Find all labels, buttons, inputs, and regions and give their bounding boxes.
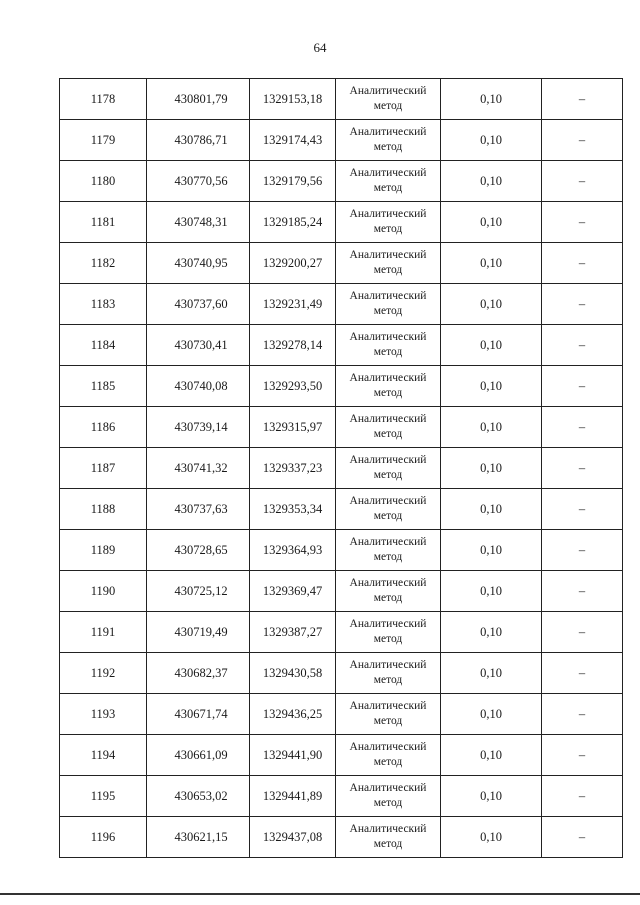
x-coordinate-cell: 430653,02 — [147, 776, 250, 817]
point-number-cell: 1184 — [60, 325, 147, 366]
point-number-cell: 1179 — [60, 120, 147, 161]
point-number-cell: 1194 — [60, 735, 147, 776]
point-number-cell: 1182 — [60, 243, 147, 284]
y-coordinate-cell: 1329153,18 — [250, 79, 336, 120]
table-row — [60, 612, 623, 653]
point-number-cell: 1185 — [60, 366, 147, 407]
description-cell: – — [542, 489, 623, 530]
description-cell: – — [542, 612, 623, 653]
point-number-cell: 1190 — [60, 571, 147, 612]
table-row — [60, 571, 623, 612]
method-cell: Аналитический метод — [336, 817, 441, 858]
description-cell: – — [542, 735, 623, 776]
accuracy-cell: 0,10 — [441, 120, 542, 161]
page-number: 64 — [313, 40, 327, 55]
x-coordinate-cell: 430737,63 — [147, 489, 250, 530]
table-row — [60, 284, 623, 325]
method-cell: Аналитический метод — [336, 653, 441, 694]
y-coordinate-cell: 1329430,58 — [250, 653, 336, 694]
coordinates-table — [59, 78, 623, 858]
method-cell: Аналитический метод — [336, 448, 441, 489]
description-cell: – — [542, 161, 623, 202]
description-cell: – — [542, 325, 623, 366]
x-coordinate-cell: 430748,31 — [147, 202, 250, 243]
description-cell: – — [542, 284, 623, 325]
x-coordinate-cell: 430671,74 — [147, 694, 250, 735]
method-cell: Аналитический метод — [336, 489, 441, 530]
x-coordinate-cell: 430730,41 — [147, 325, 250, 366]
y-coordinate-cell: 1329441,90 — [250, 735, 336, 776]
description-cell: – — [542, 653, 623, 694]
description-cell: – — [542, 530, 623, 571]
y-coordinate-cell: 1329179,56 — [250, 161, 336, 202]
table-row — [60, 776, 623, 817]
method-cell: Аналитический метод — [336, 776, 441, 817]
point-number-cell: 1178 — [60, 79, 147, 120]
x-coordinate-cell: 430728,65 — [147, 530, 250, 571]
coordinates-table-body — [60, 79, 623, 858]
y-coordinate-cell: 1329231,49 — [250, 284, 336, 325]
accuracy-cell: 0,10 — [441, 448, 542, 489]
accuracy-cell: 0,10 — [441, 161, 542, 202]
method-cell: Аналитический метод — [336, 161, 441, 202]
method-cell: Аналитический метод — [336, 243, 441, 284]
description-cell: – — [542, 776, 623, 817]
method-cell: Аналитический метод — [336, 612, 441, 653]
method-cell: Аналитический метод — [336, 407, 441, 448]
accuracy-cell: 0,10 — [441, 284, 542, 325]
x-coordinate-cell: 430661,09 — [147, 735, 250, 776]
x-coordinate-cell: 430719,49 — [147, 612, 250, 653]
y-coordinate-cell: 1329337,23 — [250, 448, 336, 489]
method-cell: Аналитический метод — [336, 571, 441, 612]
point-number-cell: 1196 — [60, 817, 147, 858]
y-coordinate-cell: 1329185,24 — [250, 202, 336, 243]
description-cell: – — [542, 243, 623, 284]
accuracy-cell: 0,10 — [441, 325, 542, 366]
table-row — [60, 489, 623, 530]
y-coordinate-cell: 1329364,93 — [250, 530, 336, 571]
y-coordinate-cell: 1329200,27 — [250, 243, 336, 284]
point-number-cell: 1183 — [60, 284, 147, 325]
x-coordinate-cell: 430621,15 — [147, 817, 250, 858]
table-row — [60, 366, 623, 407]
method-cell: Аналитический метод — [336, 325, 441, 366]
accuracy-cell: 0,10 — [441, 366, 542, 407]
page-bottom-rule — [0, 893, 640, 895]
y-coordinate-cell: 1329315,97 — [250, 407, 336, 448]
method-cell: Аналитический метод — [336, 120, 441, 161]
table-row — [60, 448, 623, 489]
point-number-cell: 1186 — [60, 407, 147, 448]
description-cell: – — [542, 817, 623, 858]
x-coordinate-cell: 430739,14 — [147, 407, 250, 448]
description-cell: – — [542, 571, 623, 612]
table-row — [60, 325, 623, 366]
table-row — [60, 79, 623, 120]
y-coordinate-cell: 1329278,14 — [250, 325, 336, 366]
x-coordinate-cell: 430740,95 — [147, 243, 250, 284]
table-row — [60, 161, 623, 202]
table-row — [60, 653, 623, 694]
description-cell: – — [542, 366, 623, 407]
accuracy-cell: 0,10 — [441, 735, 542, 776]
y-coordinate-cell: 1329387,27 — [250, 612, 336, 653]
table-row — [60, 243, 623, 284]
y-coordinate-cell: 1329174,43 — [250, 120, 336, 161]
point-number-cell: 1180 — [60, 161, 147, 202]
y-coordinate-cell: 1329436,25 — [250, 694, 336, 735]
accuracy-cell: 0,10 — [441, 817, 542, 858]
table-row — [60, 120, 623, 161]
x-coordinate-cell: 430786,71 — [147, 120, 250, 161]
table-row — [60, 407, 623, 448]
accuracy-cell: 0,10 — [441, 612, 542, 653]
method-cell: Аналитический метод — [336, 202, 441, 243]
point-number-cell: 1191 — [60, 612, 147, 653]
accuracy-cell: 0,10 — [441, 407, 542, 448]
x-coordinate-cell: 430770,56 — [147, 161, 250, 202]
accuracy-cell: 0,10 — [441, 694, 542, 735]
point-number-cell: 1192 — [60, 653, 147, 694]
y-coordinate-cell: 1329369,47 — [250, 571, 336, 612]
x-coordinate-cell: 430740,08 — [147, 366, 250, 407]
accuracy-cell: 0,10 — [441, 571, 542, 612]
accuracy-cell: 0,10 — [441, 243, 542, 284]
point-number-cell: 1181 — [60, 202, 147, 243]
table-row — [60, 530, 623, 571]
point-number-cell: 1195 — [60, 776, 147, 817]
description-cell: – — [542, 407, 623, 448]
x-coordinate-cell: 430725,12 — [147, 571, 250, 612]
method-cell: Аналитический метод — [336, 366, 441, 407]
table-row — [60, 202, 623, 243]
y-coordinate-cell: 1329441,89 — [250, 776, 336, 817]
description-cell: – — [542, 694, 623, 735]
point-number-cell: 1187 — [60, 448, 147, 489]
point-number-cell: 1189 — [60, 530, 147, 571]
accuracy-cell: 0,10 — [441, 776, 542, 817]
x-coordinate-cell: 430682,37 — [147, 653, 250, 694]
x-coordinate-cell: 430737,60 — [147, 284, 250, 325]
method-cell: Аналитический метод — [336, 284, 441, 325]
description-cell: – — [542, 79, 623, 120]
table-row — [60, 735, 623, 776]
method-cell: Аналитический метод — [336, 694, 441, 735]
description-cell: – — [542, 120, 623, 161]
y-coordinate-cell: 1329353,34 — [250, 489, 336, 530]
method-cell: Аналитический метод — [336, 530, 441, 571]
table-row — [60, 817, 623, 858]
y-coordinate-cell: 1329293,50 — [250, 366, 336, 407]
point-number-cell: 1193 — [60, 694, 147, 735]
accuracy-cell: 0,10 — [441, 202, 542, 243]
accuracy-cell: 0,10 — [441, 653, 542, 694]
method-cell: Аналитический метод — [336, 735, 441, 776]
point-number-cell: 1188 — [60, 489, 147, 530]
accuracy-cell: 0,10 — [441, 79, 542, 120]
description-cell: – — [542, 202, 623, 243]
description-cell: – — [542, 448, 623, 489]
accuracy-cell: 0,10 — [441, 530, 542, 571]
y-coordinate-cell: 1329437,08 — [250, 817, 336, 858]
x-coordinate-cell: 430741,32 — [147, 448, 250, 489]
method-cell: Аналитический метод — [336, 79, 441, 120]
accuracy-cell: 0,10 — [441, 489, 542, 530]
x-coordinate-cell: 430801,79 — [147, 79, 250, 120]
table-row — [60, 694, 623, 735]
